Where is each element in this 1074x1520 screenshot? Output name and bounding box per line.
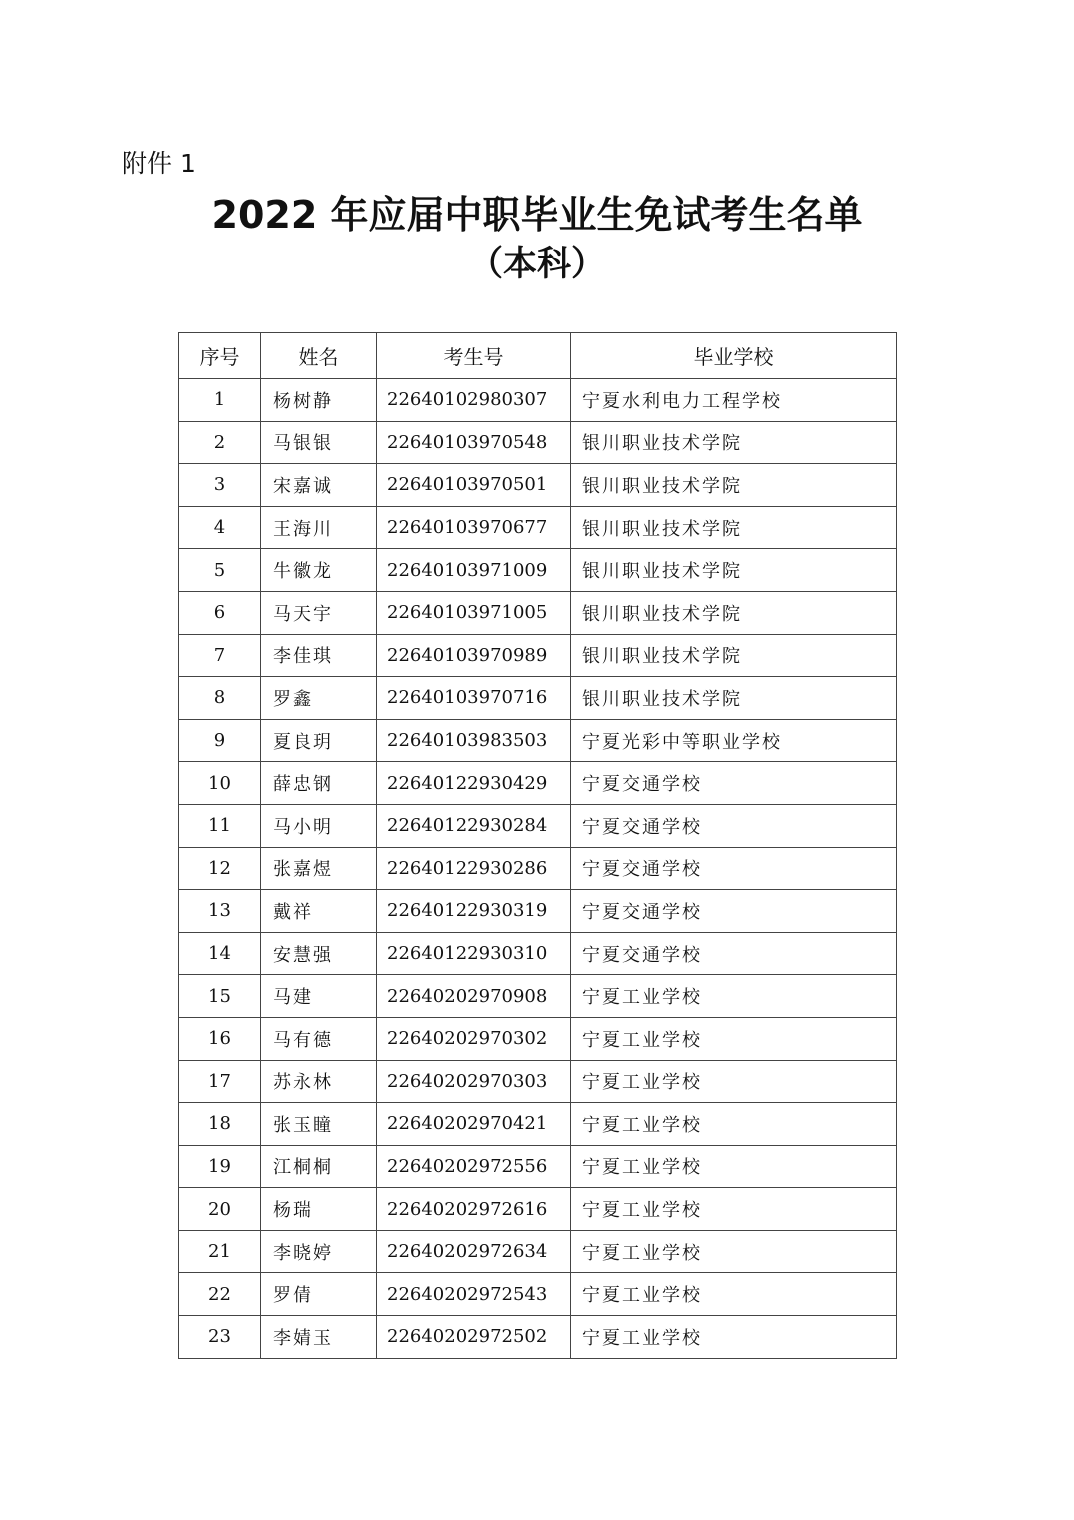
row-seq: 18 (179, 1103, 261, 1146)
row-seq: 5 (179, 549, 261, 592)
row-exam-number: 22640202972556 (377, 1145, 571, 1188)
table-row (179, 804, 897, 847)
row-seq: 3 (179, 464, 261, 507)
row-seq: 12 (179, 847, 261, 890)
row-school: 银川职业技术学院 (571, 421, 897, 464)
row-school: 宁夏工业学校 (571, 1188, 897, 1231)
row-exam-number: 22640202972634 (377, 1230, 571, 1273)
attachment-label: 附件 1 (122, 149, 196, 178)
row-school: 宁夏工业学校 (571, 1145, 897, 1188)
row-exam-number: 22640103970716 (377, 677, 571, 720)
row-exam-number: 22640202970302 (377, 1017, 571, 1060)
table-row (179, 1060, 897, 1103)
table-row (179, 719, 897, 762)
row-seq: 20 (179, 1188, 261, 1231)
row-exam-number: 22640122930286 (377, 847, 571, 890)
row-seq: 7 (179, 634, 261, 677)
row-name: 宋嘉诚 (261, 464, 377, 507)
row-school: 宁夏工业学校 (571, 1017, 897, 1060)
row-exam-number: 22640103971009 (377, 549, 571, 592)
row-name: 马有德 (261, 1017, 377, 1060)
row-exam-number: 22640103983503 (377, 719, 571, 762)
page-subtitle: （本科） (469, 244, 605, 284)
row-school: 宁夏工业学校 (571, 1230, 897, 1273)
row-seq: 2 (179, 421, 261, 464)
row-seq: 22 (179, 1273, 261, 1316)
header-school: 毕业学校 (571, 333, 897, 379)
row-exam-number: 22640103971005 (377, 591, 571, 634)
row-school: 宁夏工业学校 (571, 1316, 897, 1359)
row-seq: 15 (179, 975, 261, 1018)
row-name: 罗鑫 (261, 677, 377, 720)
row-name: 苏永林 (261, 1060, 377, 1103)
row-exam-number: 22640202972502 (377, 1316, 571, 1359)
row-seq: 23 (179, 1316, 261, 1359)
row-exam-number: 22640122930310 (377, 932, 571, 975)
row-name: 罗倩 (261, 1273, 377, 1316)
row-seq: 1 (179, 379, 261, 422)
row-exam-number: 22640103970501 (377, 464, 571, 507)
row-school: 宁夏工业学校 (571, 1103, 897, 1146)
row-seq: 17 (179, 1060, 261, 1103)
row-exam-number: 22640202972616 (377, 1188, 571, 1231)
row-school: 银川职业技术学院 (571, 464, 897, 507)
row-seq: 6 (179, 591, 261, 634)
row-exam-number: 22640122930284 (377, 804, 571, 847)
row-school: 银川职业技术学院 (571, 506, 897, 549)
row-seq: 21 (179, 1230, 261, 1273)
row-school: 宁夏交通学校 (571, 932, 897, 975)
table-row (179, 1316, 897, 1359)
table-row (179, 932, 897, 975)
row-school: 宁夏光彩中等职业学校 (571, 719, 897, 762)
row-name: 牛徽龙 (261, 549, 377, 592)
row-school: 宁夏交通学校 (571, 847, 897, 890)
row-school: 银川职业技术学院 (571, 549, 897, 592)
table-row (179, 677, 897, 720)
table-row (179, 506, 897, 549)
table-row (179, 421, 897, 464)
table-row (179, 1230, 897, 1273)
table-body (179, 379, 897, 1359)
row-school: 宁夏交通学校 (571, 890, 897, 933)
row-name: 李晓婷 (261, 1230, 377, 1273)
row-name: 张玉瞳 (261, 1103, 377, 1146)
table-row (179, 1017, 897, 1060)
row-name: 马建 (261, 975, 377, 1018)
table-row (179, 1273, 897, 1316)
row-exam-number: 22640102980307 (377, 379, 571, 422)
table-row (179, 1188, 897, 1231)
row-name: 戴祥 (261, 890, 377, 933)
row-school: 银川职业技术学院 (571, 634, 897, 677)
row-exam-number: 22640103970677 (377, 506, 571, 549)
row-seq: 19 (179, 1145, 261, 1188)
row-school: 宁夏工业学校 (571, 1060, 897, 1103)
row-name: 李佳琪 (261, 634, 377, 677)
header-seq: 序号 (179, 333, 261, 379)
row-exam-number: 22640202970303 (377, 1060, 571, 1103)
row-seq: 8 (179, 677, 261, 720)
row-exam-number: 22640103970989 (377, 634, 571, 677)
row-name: 李婧玉 (261, 1316, 377, 1359)
row-exam-number: 22640122930429 (377, 762, 571, 805)
header-row (179, 333, 897, 379)
row-exam-number: 22640202972543 (377, 1273, 571, 1316)
table-header (179, 333, 897, 379)
row-seq: 14 (179, 932, 261, 975)
table-row (179, 847, 897, 890)
table-row (179, 890, 897, 933)
header-exam-number: 考生号 (377, 333, 571, 379)
row-school: 宁夏工业学校 (571, 975, 897, 1018)
row-name: 薛忠钢 (261, 762, 377, 805)
row-school: 宁夏交通学校 (571, 804, 897, 847)
row-school: 宁夏工业学校 (571, 1273, 897, 1316)
table-row (179, 762, 897, 805)
row-exam-number: 22640202970421 (377, 1103, 571, 1146)
header-name: 姓名 (261, 333, 377, 379)
row-exam-number: 22640122930319 (377, 890, 571, 933)
row-school: 宁夏交通学校 (571, 762, 897, 805)
row-name: 安慧强 (261, 932, 377, 975)
row-exam-number: 22640202970908 (377, 975, 571, 1018)
table-row (179, 549, 897, 592)
row-school: 银川职业技术学院 (571, 677, 897, 720)
table-row (179, 379, 897, 422)
row-name: 杨树静 (261, 379, 377, 422)
row-seq: 10 (179, 762, 261, 805)
table-row (179, 1145, 897, 1188)
row-seq: 11 (179, 804, 261, 847)
row-seq: 16 (179, 1017, 261, 1060)
row-name: 江桐桐 (261, 1145, 377, 1188)
row-name: 王海川 (261, 506, 377, 549)
student-table (178, 332, 897, 1359)
table-row (179, 1103, 897, 1146)
row-seq: 4 (179, 506, 261, 549)
table-row (179, 634, 897, 677)
page-title: 2022 年应届中职毕业生免试考生名单 (211, 193, 863, 237)
row-name: 杨瑞 (261, 1188, 377, 1231)
row-exam-number: 22640103970548 (377, 421, 571, 464)
table-row (179, 975, 897, 1018)
row-name: 马银银 (261, 421, 377, 464)
row-seq: 9 (179, 719, 261, 762)
row-school: 宁夏水利电力工程学校 (571, 379, 897, 422)
row-school: 银川职业技术学院 (571, 591, 897, 634)
table-row (179, 591, 897, 634)
row-name: 马天宇 (261, 591, 377, 634)
table-row (179, 464, 897, 507)
row-name: 张嘉煜 (261, 847, 377, 890)
row-name: 马小明 (261, 804, 377, 847)
row-seq: 13 (179, 890, 261, 933)
row-name: 夏良玥 (261, 719, 377, 762)
